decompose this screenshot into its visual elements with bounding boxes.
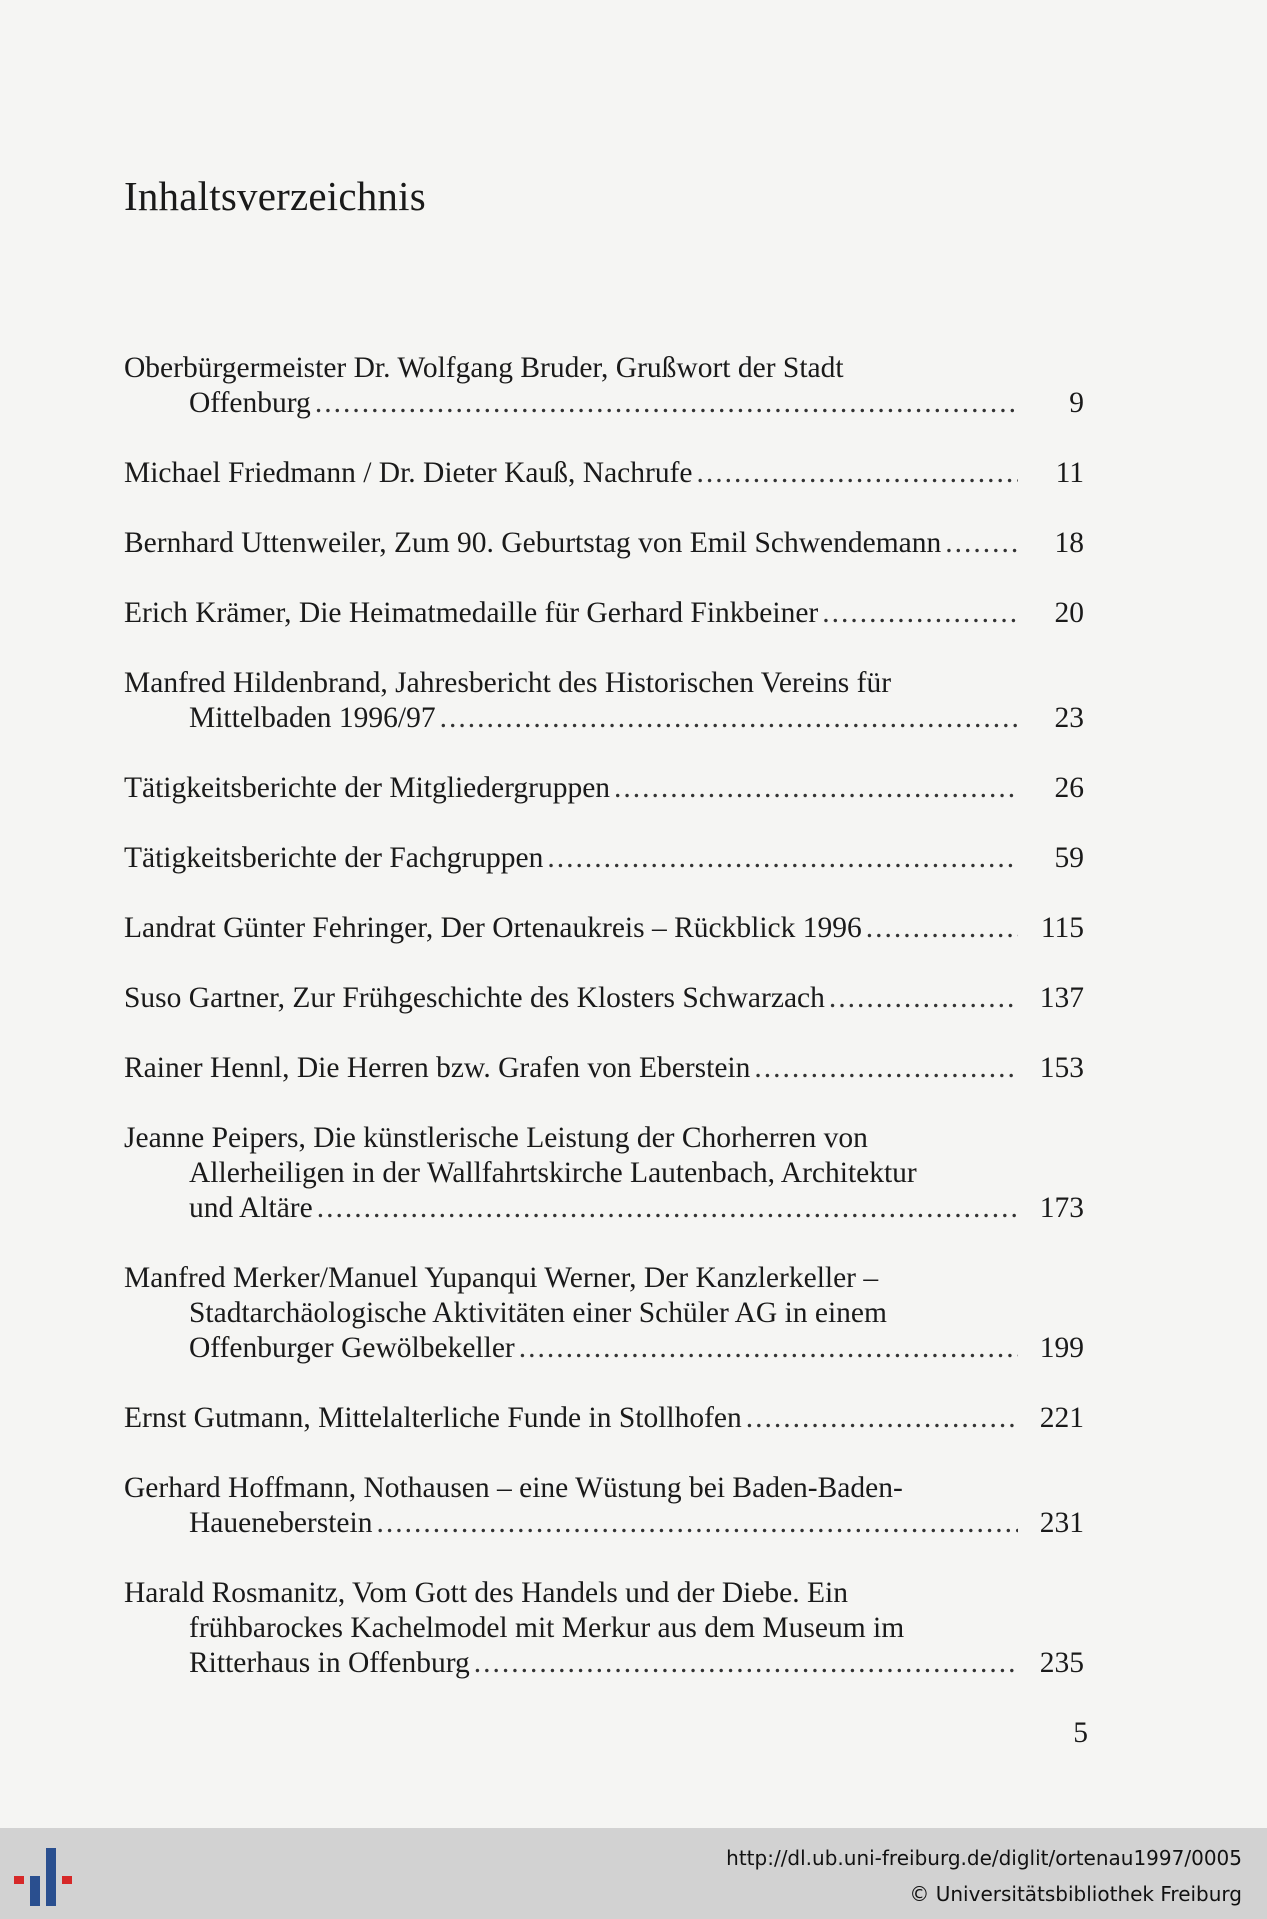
- toc-entry-line: [124, 771, 1084, 806]
- toc-entry-line: [124, 841, 1084, 876]
- dot-leader: [866, 911, 1018, 946]
- toc-entry-text: Gerhard Hoffmann, Nothausen – eine Wüstung bei Baden-Baden-: [124, 1472, 903, 1504]
- toc-entry-line: [124, 1611, 1084, 1646]
- toc-entry-line: [124, 981, 1084, 1016]
- dot-leader: [440, 701, 1018, 736]
- toc-entry-line: [124, 1296, 1084, 1331]
- toc-entry-text: Offenburg: [189, 387, 311, 419]
- toc-entry[interactable]: [124, 666, 1084, 736]
- toc-page-number: 23: [1054, 702, 1084, 734]
- dot-leader: [945, 526, 1018, 561]
- toc-page-number: 235: [1039, 1647, 1084, 1679]
- dot-leader: [614, 771, 1018, 806]
- page-title: Inhaltsverzeichnis: [124, 173, 426, 219]
- toc-entry-line: [124, 596, 1084, 631]
- toc-page-number: 115: [1040, 912, 1084, 944]
- toc-entry-text: Ernst Gutmann, Mittelalterliche Funde in Stollhofen: [124, 1402, 742, 1434]
- toc-entry-line: [124, 456, 1084, 491]
- ub-freiburg-logo-icon: [14, 1842, 84, 1912]
- toc-entry[interactable]: [124, 911, 1084, 946]
- dot-leader: [376, 1506, 1018, 1541]
- dot-leader: [822, 596, 1018, 631]
- table-of-contents: [124, 351, 1084, 1716]
- toc-page-number: 221: [1039, 1402, 1084, 1434]
- dot-leader: [829, 981, 1018, 1016]
- dot-leader: [746, 1401, 1018, 1436]
- toc-page-number: 137: [1039, 982, 1084, 1014]
- toc-entry[interactable]: [124, 596, 1084, 631]
- toc-entry-text: Haueneberstein: [189, 1507, 373, 1539]
- toc-page-number: 18: [1054, 527, 1084, 559]
- toc-entry-line: [124, 1051, 1084, 1086]
- toc-entry-text: Mittelbaden 1996/97: [189, 702, 436, 734]
- toc-entry[interactable]: [124, 526, 1084, 561]
- toc-entry-line: [124, 351, 1084, 386]
- toc-entry-line: [124, 1576, 1084, 1611]
- toc-entry-text: Jeanne Peipers, Die künstlerische Leistung der Chorherren von: [124, 1122, 868, 1154]
- toc-entry-line: [124, 526, 1084, 561]
- toc-entry-line: [124, 1191, 1084, 1226]
- toc-entry-text: Tätigkeitsberichte der Fachgruppen: [124, 842, 544, 874]
- footer-bar: [0, 1828, 1267, 1919]
- dot-leader: [754, 1051, 1018, 1086]
- toc-entry-text: Erich Krämer, Die Heimatmedaille für Gerhard Finkbeiner: [124, 597, 819, 629]
- toc-entry-line: [124, 701, 1084, 736]
- toc-page-number: 199: [1039, 1332, 1084, 1364]
- toc-entry[interactable]: [124, 1576, 1084, 1681]
- toc-entry[interactable]: [124, 841, 1084, 876]
- toc-page-number: 9: [1069, 387, 1084, 419]
- toc-entry-text: Oberbürgermeister Dr. Wolfgang Bruder, Grußwort der Stadt: [124, 352, 844, 384]
- toc-page-number: 11: [1055, 457, 1084, 489]
- toc-page-number: 153: [1039, 1052, 1084, 1084]
- toc-entry-text: Rainer Hennl, Die Herren bzw. Grafen von Eberstein: [124, 1052, 751, 1084]
- toc-entry-line: [124, 911, 1084, 946]
- toc-entry-line: [124, 1331, 1084, 1366]
- toc-entry-text: Harald Rosmanitz, Vom Gott des Handels und der Diebe. Ein: [124, 1577, 848, 1609]
- toc-entry[interactable]: [124, 981, 1084, 1016]
- dot-leader: [315, 386, 1018, 421]
- toc-entry[interactable]: [124, 1471, 1084, 1541]
- toc-entry-line: [124, 1156, 1084, 1191]
- toc-entry[interactable]: [124, 1401, 1084, 1436]
- toc-entry-line: [124, 1261, 1084, 1296]
- toc-entry-line: [124, 1401, 1084, 1436]
- toc-entry[interactable]: [124, 1121, 1084, 1226]
- toc-entry-text: Bernhard Uttenweiler, Zum 90. Geburtstag von Emil Schwendemann: [124, 527, 942, 559]
- toc-entry[interactable]: [124, 351, 1084, 421]
- dot-leader: [317, 1191, 1018, 1226]
- toc-page-number: 20: [1054, 597, 1084, 629]
- toc-entry-line: [124, 666, 1084, 701]
- toc-entry-text: Manfred Hildenbrand, Jahresbericht des Historischen Vereins für: [124, 667, 892, 699]
- toc-entry[interactable]: [124, 456, 1084, 491]
- dot-leader: [474, 1646, 1018, 1681]
- toc-entry-text: frühbarockes Kachelmodel mit Merkur aus dem Museum im: [189, 1612, 905, 1644]
- dot-leader: [519, 1331, 1018, 1366]
- toc-entry[interactable]: [124, 771, 1084, 806]
- toc-entry-text: Offenburger Gewölbekeller: [189, 1332, 515, 1364]
- toc-page-number: 59: [1054, 842, 1084, 874]
- toc-entry-text: Stadtarchäologische Aktivitäten einer Schüler AG in einem: [189, 1297, 887, 1329]
- toc-page-number: 231: [1039, 1507, 1084, 1539]
- toc-entry[interactable]: [124, 1051, 1084, 1086]
- dot-leader: [697, 456, 1019, 491]
- toc-entry-text: Landrat Günter Fehringer, Der Ortenaukreis – Rückblick 1996: [124, 912, 862, 944]
- toc-entry-line: [124, 1471, 1084, 1506]
- toc-entry-text: Michael Friedmann / Dr. Dieter Kauß, Nachrufe: [124, 457, 693, 489]
- toc-entry-text: und Altäre: [189, 1192, 313, 1224]
- toc-entry-line: [124, 1121, 1084, 1156]
- toc-entry-line: [124, 386, 1084, 421]
- copyright-text: © Universitätsbibliothek Freiburg: [909, 1882, 1242, 1906]
- toc-entry-text: Ritterhaus in Offenburg: [189, 1647, 470, 1679]
- source-url-link[interactable]: http://dl.ub.uni-freiburg.de/diglit/ortenau1997/0005: [726, 1846, 1242, 1870]
- toc-entry-line: [124, 1506, 1084, 1541]
- toc-entry-text: Allerheiligen in der Wallfahrtskirche Lautenbach, Architektur: [189, 1157, 917, 1189]
- toc-entry-text: Suso Gartner, Zur Frühgeschichte des Klosters Schwarzach: [124, 982, 825, 1014]
- toc-entry-line: [124, 1646, 1084, 1681]
- toc-page-number: 173: [1039, 1192, 1084, 1224]
- dot-leader: [547, 841, 1018, 876]
- page-number: 5: [1073, 1717, 1088, 1749]
- toc-entry-text: Manfred Merker/Manuel Yupanqui Werner, Der Kanzlerkeller –: [124, 1262, 879, 1294]
- toc-entry-text: Tätigkeitsberichte der Mitgliedergruppen: [124, 772, 611, 804]
- toc-page-number: 26: [1054, 772, 1084, 804]
- toc-entry[interactable]: [124, 1261, 1084, 1366]
